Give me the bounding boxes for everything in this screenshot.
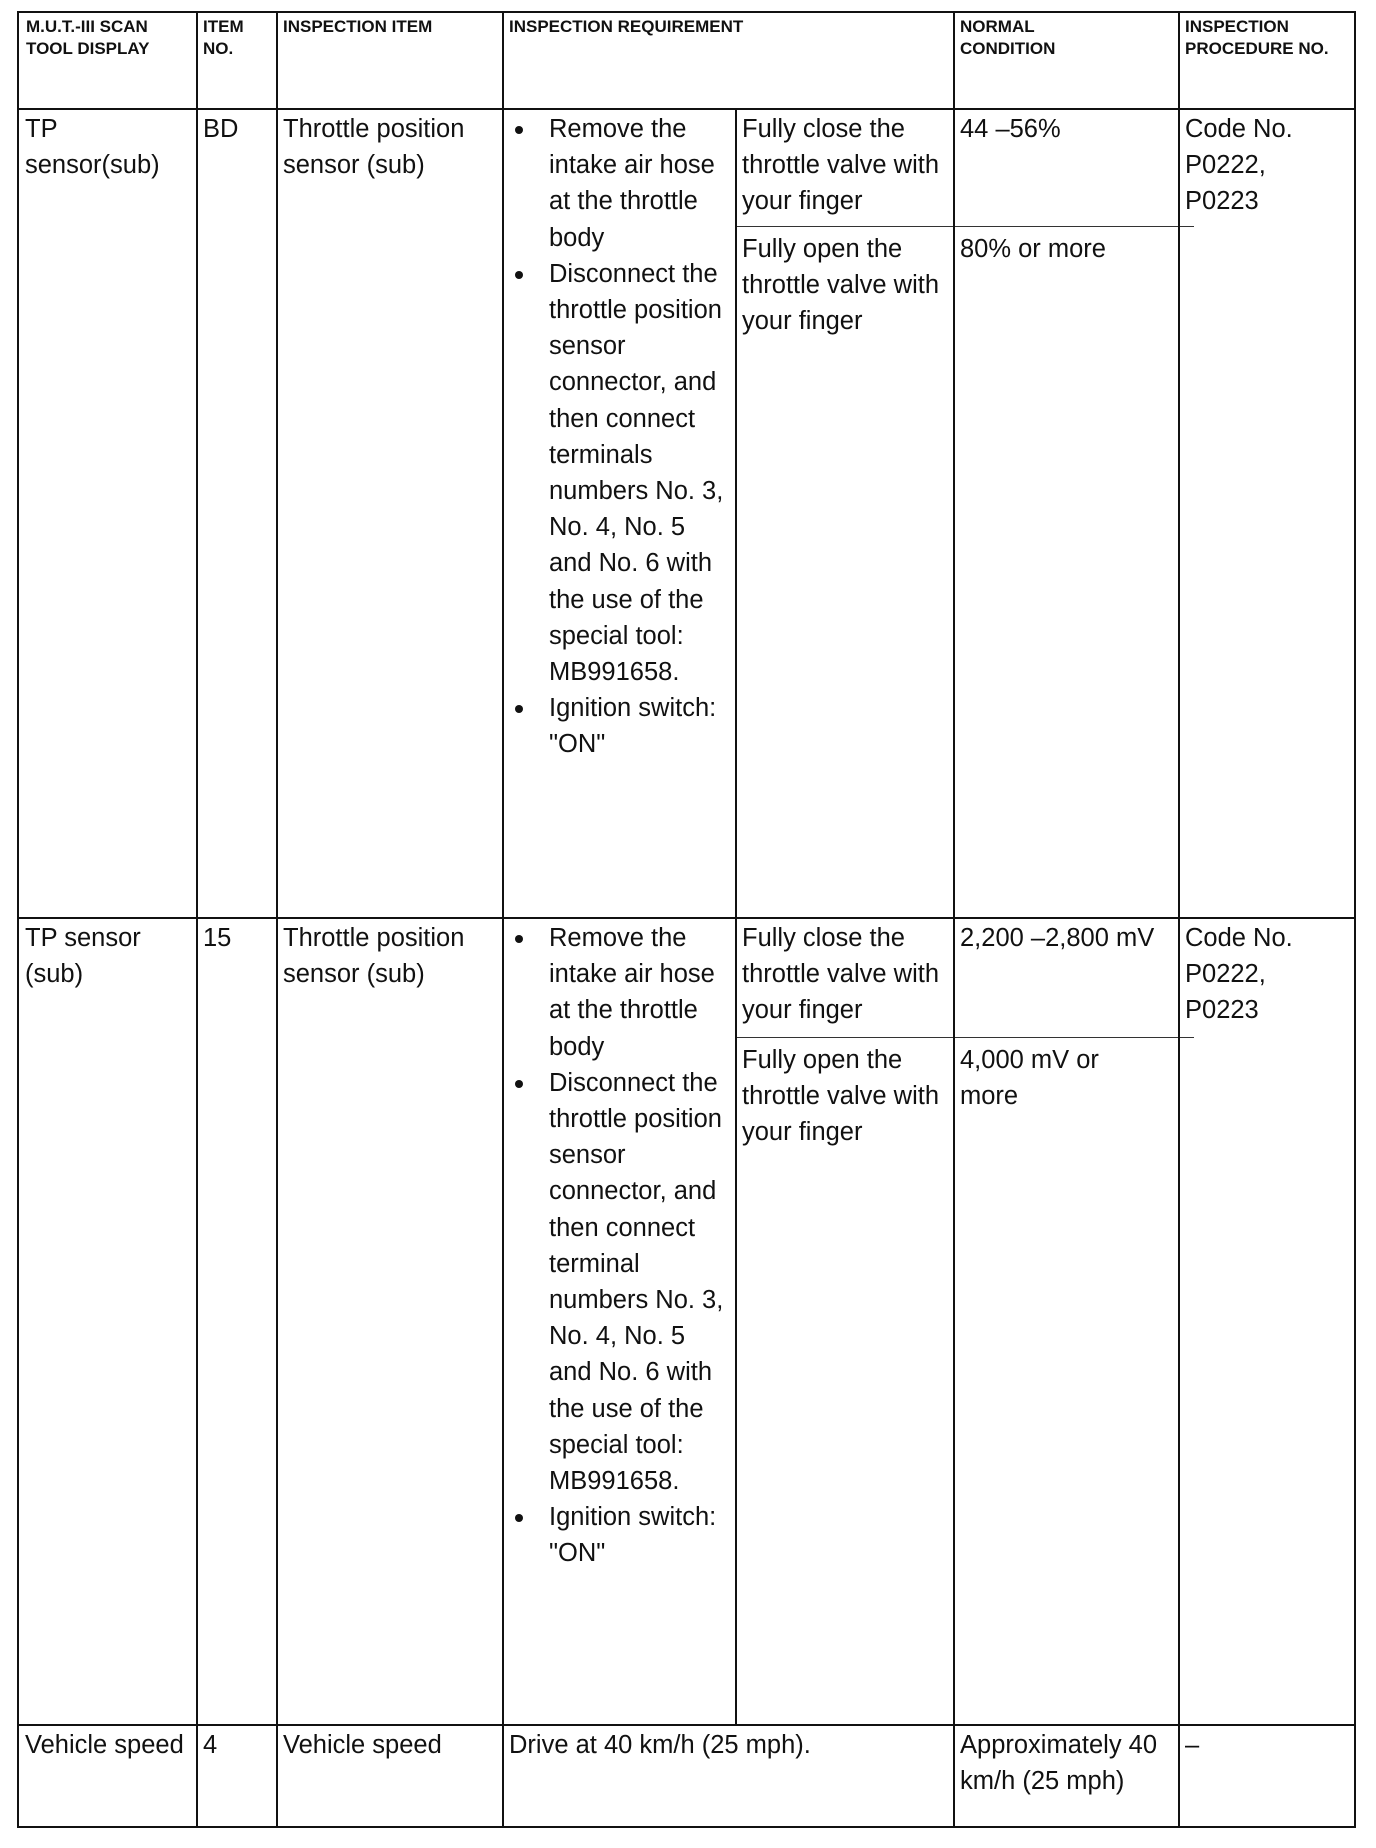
row3-requirement: Drive at 40 km/h (25 mph).: [509, 1731, 811, 1759]
row2-steps-list: [509, 920, 733, 1572]
row2-item-no: 15: [203, 924, 232, 952]
row1-requirement-close: Fully close the throttle valve with your finger: [742, 115, 940, 215]
requirement-subdivider-row1: [735, 108, 737, 917]
row2-requirement-open: Fully open the throttle valve with your finger: [742, 1046, 940, 1146]
row1-steps-list: [509, 111, 733, 763]
row2-inspection-item: Throttle position sensor (sub): [283, 924, 465, 988]
header-inspection-requirement: INSPECTION REQUIREMENT: [509, 17, 744, 36]
row2-condition-divider: [735, 1037, 1194, 1038]
row3-display: Vehicle speed: [25, 1731, 184, 1759]
list-item: Ignition switch: "ON": [509, 1499, 733, 1571]
list-item: Remove the intake air hose at the throttle body: [509, 920, 733, 1065]
bullet-icon: [515, 1514, 523, 1522]
row1-condition-divider: [735, 226, 1194, 227]
row1-inspection-item: Throttle position sensor (sub): [283, 115, 465, 179]
row2-procedure-no: Code No. P0222, P0223: [1185, 924, 1293, 1024]
row3-procedure-no: –: [1185, 1731, 1200, 1759]
requirement-subdivider-row2: [735, 917, 737, 1724]
header-scan-tool-display: M.U.T.-III SCAN TOOL DISPLAY: [26, 17, 150, 58]
row2-normal-open: 4,000 mV or more: [960, 1046, 1099, 1110]
row2-row3-divider: [19, 1724, 1354, 1726]
col-divider-1: [196, 13, 198, 1826]
row2-display: TP sensor (sub): [25, 924, 141, 988]
row3-item-no: 4: [203, 1731, 218, 1759]
col-divider-2: [276, 13, 278, 1826]
header-normal-condition: NORMAL CONDITION: [960, 17, 1056, 58]
list-item: Disconnect the throttle position sensor connector, and then connect terminals numbers No. 3, No. 4, No. 5 and No. 6 with the use of the special tool: MB991658.: [509, 256, 733, 690]
row3-inspection-item: Vehicle speed: [283, 1731, 442, 1759]
header-row-divider: [19, 108, 1354, 110]
list-item: Remove the intake air hose at the throttle body: [509, 111, 733, 256]
bullet-icon: [515, 935, 523, 943]
inspection-table: [17, 11, 1356, 1828]
bullet-icon: [515, 1080, 523, 1088]
row1-row2-divider: [19, 917, 1354, 919]
row3-normal-condition: Approximately 40 km/h (25 mph): [960, 1731, 1158, 1795]
list-item: Disconnect the throttle position sensor connector, and then connect terminal numbers No. 3, No. 4, No. 5 and No. 6 with the use of the special tool: MB991658.: [509, 1065, 733, 1499]
header-item-no: ITEM NO.: [203, 17, 244, 58]
row1-display: TP sensor(sub): [25, 115, 160, 179]
bullet-icon: [515, 126, 523, 134]
list-item: Ignition switch: "ON": [509, 690, 733, 762]
row1-procedure-no: Code No. P0222, P0223: [1185, 115, 1293, 215]
col-divider-5: [1178, 13, 1180, 1826]
row1-requirement-open: Fully open the throttle valve with your finger: [742, 235, 940, 335]
bullet-icon: [515, 271, 523, 279]
row1-item-no: BD: [203, 115, 239, 143]
header-procedure-no: INSPECTION PROCEDURE NO.: [1185, 17, 1329, 58]
col-divider-4: [953, 13, 955, 1826]
row1-normal-open: 80% or more: [960, 235, 1106, 263]
row1-normal-close: 44 –56%: [960, 115, 1061, 143]
header-inspection-item: INSPECTION ITEM: [283, 17, 433, 36]
row2-normal-close: 2,200 –2,800 mV: [960, 924, 1155, 952]
row2-requirement-close: Fully close the throttle valve with your finger: [742, 924, 940, 1024]
bullet-icon: [515, 705, 523, 713]
